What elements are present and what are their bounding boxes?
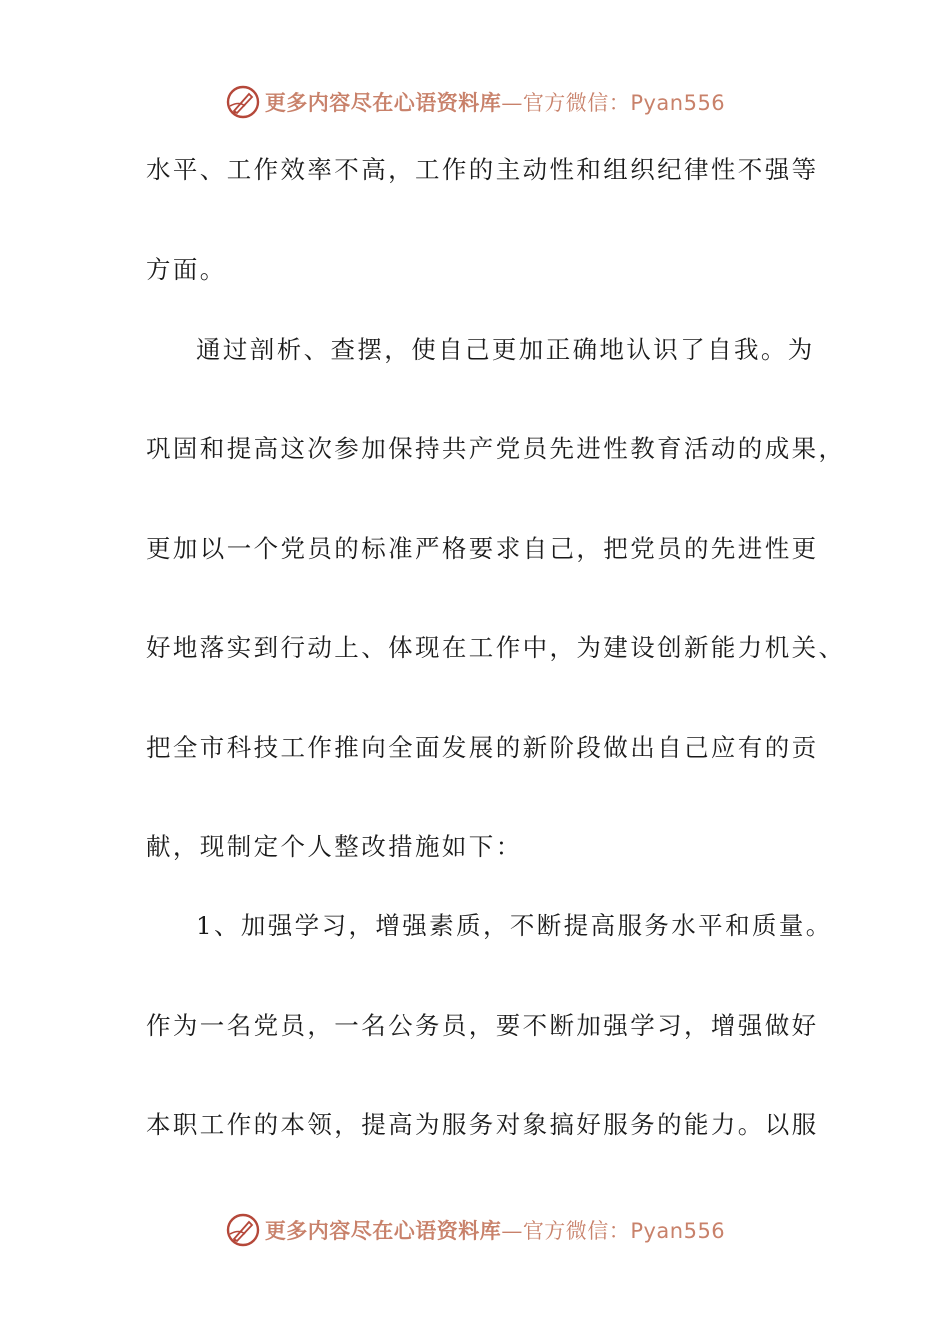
header-banner (0, 82, 950, 122)
header-main-text: 更多内容尽在心语资料库 (264, 90, 502, 115)
footer-banner-text (265, 1215, 725, 1245)
header-handle: Pyan556 (630, 91, 726, 115)
footer-suffix-text: 官方微信： (522, 1219, 631, 1243)
section-heading-line: 1、加强学习，增强素质，不断提高服务水平和质量。 (196, 911, 833, 940)
footer-banner (0, 1210, 950, 1250)
body-line: 方面。 (146, 255, 227, 284)
footer-handle: Pyan556 (630, 1219, 726, 1243)
body-line: 本职工作的本领，提高为服务对象搞好服务的能力。以服 (146, 1110, 819, 1139)
footer-dash: — (501, 1219, 523, 1243)
body-line: 献，现制定个人整改措施如下： (146, 832, 523, 861)
header-dash: — (501, 91, 523, 115)
pen-circle-icon (225, 84, 261, 120)
pen-circle-icon (225, 1212, 261, 1248)
footer-main-text: 更多内容尽在心语资料库 (264, 1218, 502, 1243)
paragraph-start-line: 通过剖析、查摆，使自己更加正确地认识了自我。为 (196, 335, 815, 364)
header-suffix-text: 官方微信： (522, 91, 631, 115)
body-line: 好地落实到行动上、体现在工作中，为建设创新能力机关、 (146, 633, 846, 662)
body-line: 更加以一个党员的标准严格要求自己，把党员的先进性更 (146, 534, 819, 563)
body-line: 作为一名党员，一名公务员，要不断加强学习，增强做好 (146, 1011, 819, 1040)
body-line: 水平、工作效率不高，工作的主动性和组织纪律性不强等 (146, 155, 819, 184)
body-line: 把全市科技工作推向全面发展的新阶段做出自己应有的贡 (146, 733, 819, 762)
header-banner-text (265, 87, 725, 117)
body-line: 巩固和提高这次参加保持共产党员先进性教育活动的成果， (146, 434, 846, 463)
